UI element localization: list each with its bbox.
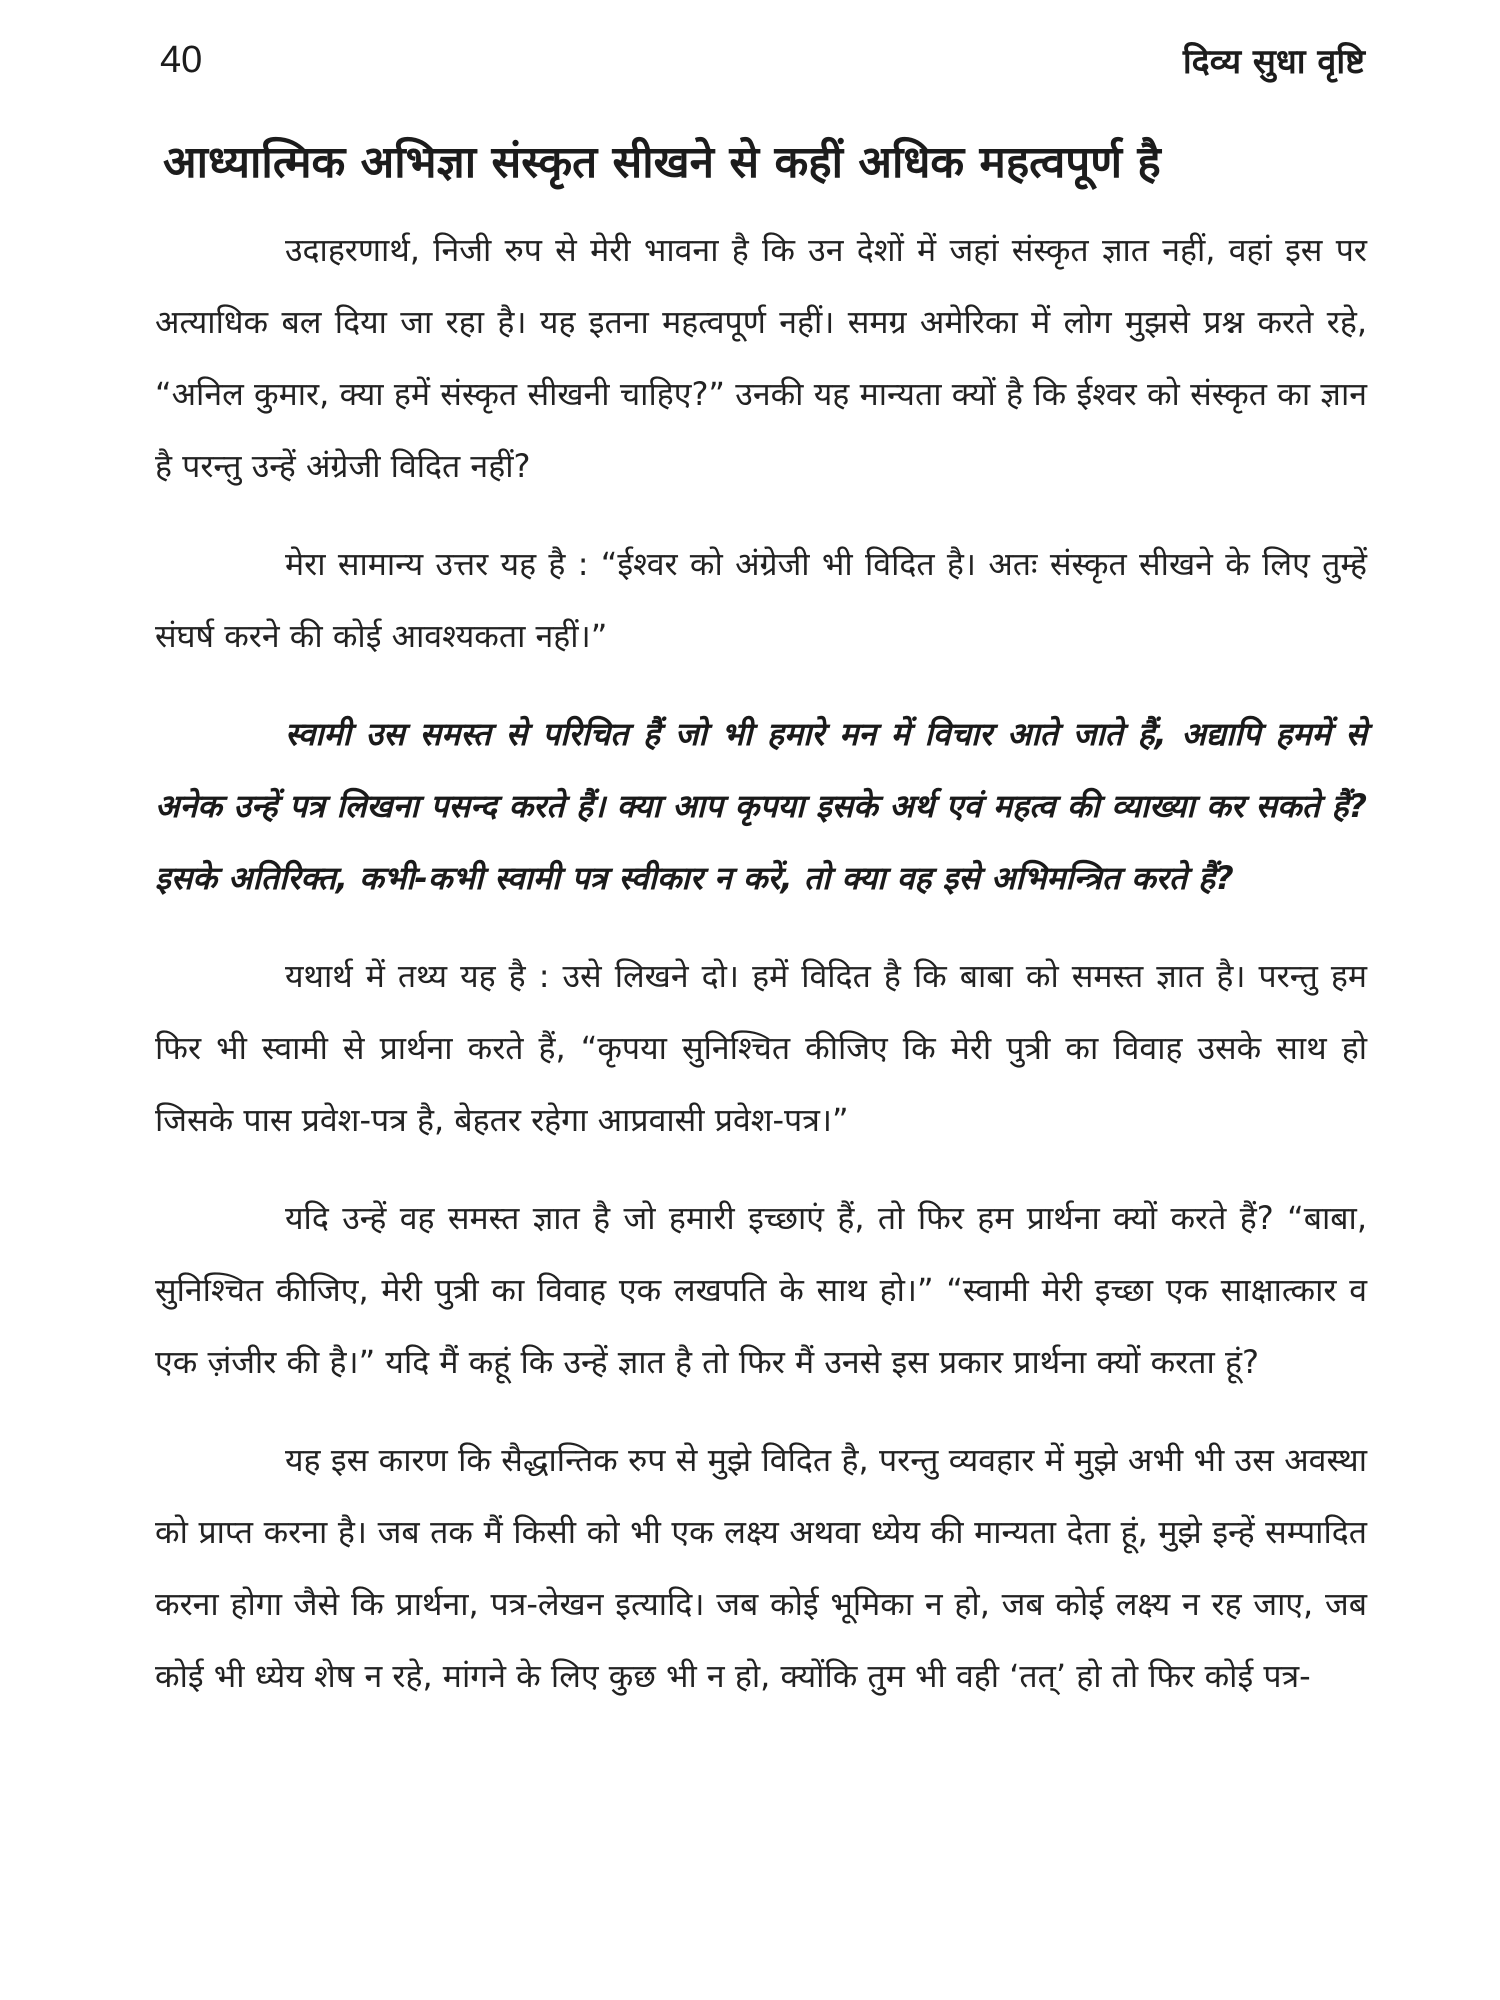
page-number: 40: [160, 39, 203, 81]
page-header: [160, 36, 1365, 96]
paragraph-4: यथार्थ में तथ्य यह है : उसे लिखने दो। हमें विदित है कि बाबा को समस्त ज्ञात है। परन्तु हम फिर भी स्वामी से प्रार्थना करते हैं, “कृपया सुनिश्चित कीजिए कि मेरी पुत्री का विवाह उसके साथ हो जिसके पास प्रवेश-पत्र है, बेहतर रहेगा आप्रवासी प्रवेश-पत्र।”: [155, 957, 1367, 1139]
question-paragraph: स्वामी उस समस्त से परिचित हैं जो भी हमारे मन में विचार आते जाते हैं, अद्यापि हममें से अनेक उन्हें पत्र लिखना पसन्द करते हैं। क्या आप कृपया इसके अर्थ एवं महत्व की व्याख्या कर सकते हैं? इसके अतिरिक्त, कभी-कभी स्वामी पत्र स्वीकार न करें, तो क्या वह इसे अभिमन्त्रित करते हैं?: [155, 715, 1367, 897]
running-title: दिव्य सुधा वृष्टि: [1182, 42, 1365, 82]
paragraph-6: यह इस कारण कि सैद्धान्तिक रुप से मुझे विदित है, परन्तु व्यवहार में मुझे अभी भी उस अवस्था को प्राप्त करना है। जब तक मैं किसी को भी एक लक्ष्य अथवा ध्येय की मान्यता देता हूं, मुझे इन्हें सम्पादित करना होगा जैसे कि प्रार्थना, पत्र-लेखन इत्यादि। जब कोई भूमिका न हो, जब कोई लक्ष्य न रह जाए, जब कोई भी ध्येय शेष न रहे, मांगने के लिए कुछ भी न हो, क्योंकि तुम भी वही ‘तत्’ हो तो फिर कोई पत्र-: [155, 1441, 1367, 1695]
paragraph-2: मेरा सामान्य उत्तर यह है : “ईश्वर को अंग्रेजी भी विदित है। अतः संस्कृत सीखने के लिए तुम्हें संघर्ष करने की कोई आवश्यकता नहीं।”: [155, 545, 1367, 655]
paragraph-5: यदि उन्हें वह समस्त ज्ञात है जो हमारी इच्छाएं हैं, तो फिर हम प्रार्थना क्यों करते हैं? “बाबा, सुनिश्चित कीजिए, मेरी पुत्री का विवाह एक लखपति के साथ हो।” “स्वामी मेरी इच्छा एक साक्षात्कार व एक ज़ंजीर की है।” यदि मैं कहूं कि उन्हें ज्ञात है तो फिर मैं उनसे इस प्रकार प्रार्थना क्यों करता हूं?: [155, 1199, 1367, 1381]
section-title: आध्यात्मिक अभिज्ञा संस्कृत सीखने से कहीं अधिक महत्वपूर्ण है: [163, 137, 1161, 188]
page-content: [155, 128, 1367, 1738]
paragraph-1: उदाहरणार्थ, निजी रुप से मेरी भावना है कि उन देशों में जहां संस्कृत ज्ञात नहीं, वहां इस पर अत्याधिक बल दिया जा रहा है। यह इतना महत्वपूर्ण नहीं। समग्र अमेरिका में लोग मुझसे प्रश्न करते रहे, “अनिल कुमार, क्या हमें संस्कृत सीखनी चाहिए?” उनकी यह मान्यता क्यों है कि ईश्वर को संस्कृत का ज्ञान है परन्तु उन्हें अंग्रेजी विदित नहीं?: [155, 231, 1367, 485]
